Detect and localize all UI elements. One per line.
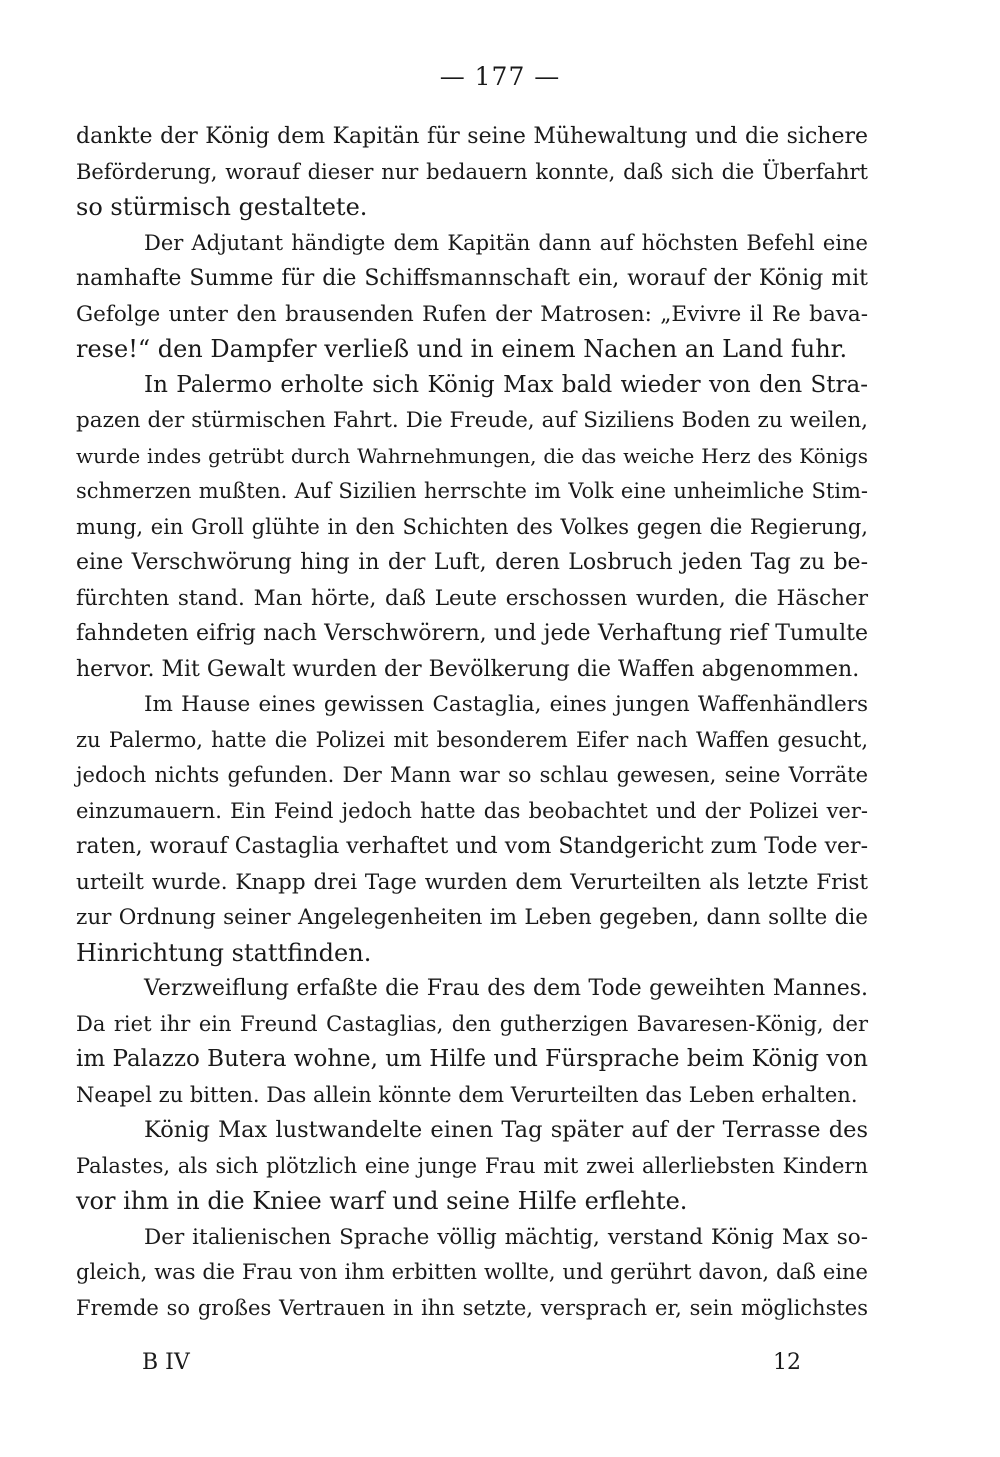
text-line: zur Ordnung seiner Angelegenheiten im Leben gegeben, dann sollte die [76, 905, 868, 930]
text-line: mung, ein Groll glühte in den Schichten des Volkes gegen die Regierung, [76, 514, 868, 539]
paragraph [76, 226, 868, 368]
paragraph [76, 1113, 868, 1220]
text-line: eine Verschwörung hing in der Luft, deren Losbruch jeden Tag zu be- [76, 550, 868, 575]
text-line: rese!“ den Dampfer verließ und in einem Nachen an Land fuhr. [76, 335, 848, 363]
text-line: Verzweiflung erfaßte die Frau des dem Tode geweihten Mannes. [144, 976, 868, 1001]
text-line: Der italienischen Sprache völlig mächtig, verstand König Max so- [144, 1224, 868, 1250]
paragraph [76, 1220, 868, 1327]
text-line: dankte der König dem Kapitän für seine Mühewaltung und die sichere [76, 124, 868, 149]
text-line: im Palazzo Butera wohne, um Hilfe und Fürsprache beim König von [76, 1046, 868, 1072]
text-line: schmerzen mußten. Auf Sizilien herrschte im Volk eine unheimliche Stim- [76, 479, 868, 503]
body-text [76, 119, 868, 1326]
text-line: Neapel zu bitten. Das allein könnte dem Verurteilten das Leben erhalten. [76, 1082, 858, 1107]
page-footer [0, 1350, 1000, 1380]
text-line: urteilt wurde. Knapp drei Tage wurden dem Verurteilten als letzte Frist [76, 869, 868, 895]
text-line: In Palermo erholte sich König Max bald wieder von den Stra- [144, 371, 868, 398]
text-line: zu Palermo, hatte die Polizei mit besonderem Eifer nach Waffen gesucht, [76, 727, 868, 752]
paragraph [76, 119, 868, 226]
printer-signature: B IV [142, 1350, 190, 1375]
text-line: Palastes, als sich plötzlich eine junge Frau mit zwei allerliebsten Kindern [76, 1153, 868, 1178]
text-line: gleich, was die Frau von ihm erbitten wollte, und gerührt davon, daß eine [76, 1260, 868, 1284]
text-line: vor ihm in die Kniee warf und seine Hilfe erflehte. [76, 1187, 688, 1215]
text-line: so stürmisch gestaltete. [76, 193, 368, 221]
page-number: — 177 — [439, 62, 561, 91]
text-line: raten, worauf Castaglia verhaftet und vom Standgericht zum Tode ver- [76, 834, 868, 859]
text-line: jedoch nichts gefunden. Der Mann war so schlau gewesen, seine Vorräte [76, 763, 868, 787]
text-line: fahndeten eifrig nach Verschwörern, und jede Verhaftung rief Tumulte [76, 621, 868, 646]
text-line: pazen der stürmischen Fahrt. Die Freude, auf Siziliens Boden zu weilen, [76, 408, 868, 433]
sheet-number: 12 [773, 1350, 801, 1375]
text-line: namhafte Summe für die Schiffsmannschaft ein, worauf der König mit [76, 266, 868, 291]
text-line: Der Adjutant händigte dem Kapitän dann auf höchsten Befehl eine [144, 230, 868, 255]
text-line: Im Hause eines gewissen Castaglia, eines jungen Waffenhändlers [144, 692, 868, 717]
paragraph [76, 971, 868, 1113]
paragraph [76, 687, 868, 971]
text-line: Gefolge unter den brausenden Rufen der Matrosen: „Evivre il Re bava- [76, 301, 868, 327]
text-line: hervor. Mit Gewalt wurden der Bevölkerung die Waffen abgenommen. [76, 656, 860, 682]
text-line: König Max lustwandelte einen Tag später auf der Terrasse des [144, 1117, 868, 1143]
text-line: Hinrichtung stattfinden. [76, 938, 372, 967]
text-line: wurde indes getrübt durch Wahrnehmungen, die das weiche Herz des Königs [76, 443, 868, 468]
text-line: Beförderung, worauf dieser nur bedauern konnte, daß sich die Überfahrt [76, 159, 868, 184]
text-line: Fremde so großes Vertrauen in ihn setzte, versprach er, sein möglichstes [76, 1295, 868, 1320]
text-line: einzumauern. Ein Feind jedoch hatte das beobachtet und der Polizei ver- [76, 798, 868, 823]
paragraph [76, 368, 868, 688]
text-line: fürchten stand. Man hörte, daß Leute erschossen wurden, die Häscher [76, 585, 868, 611]
text-line: Da riet ihr ein Freund Castaglias, den gutherzigen Bavaresen-König, der [76, 1011, 868, 1036]
